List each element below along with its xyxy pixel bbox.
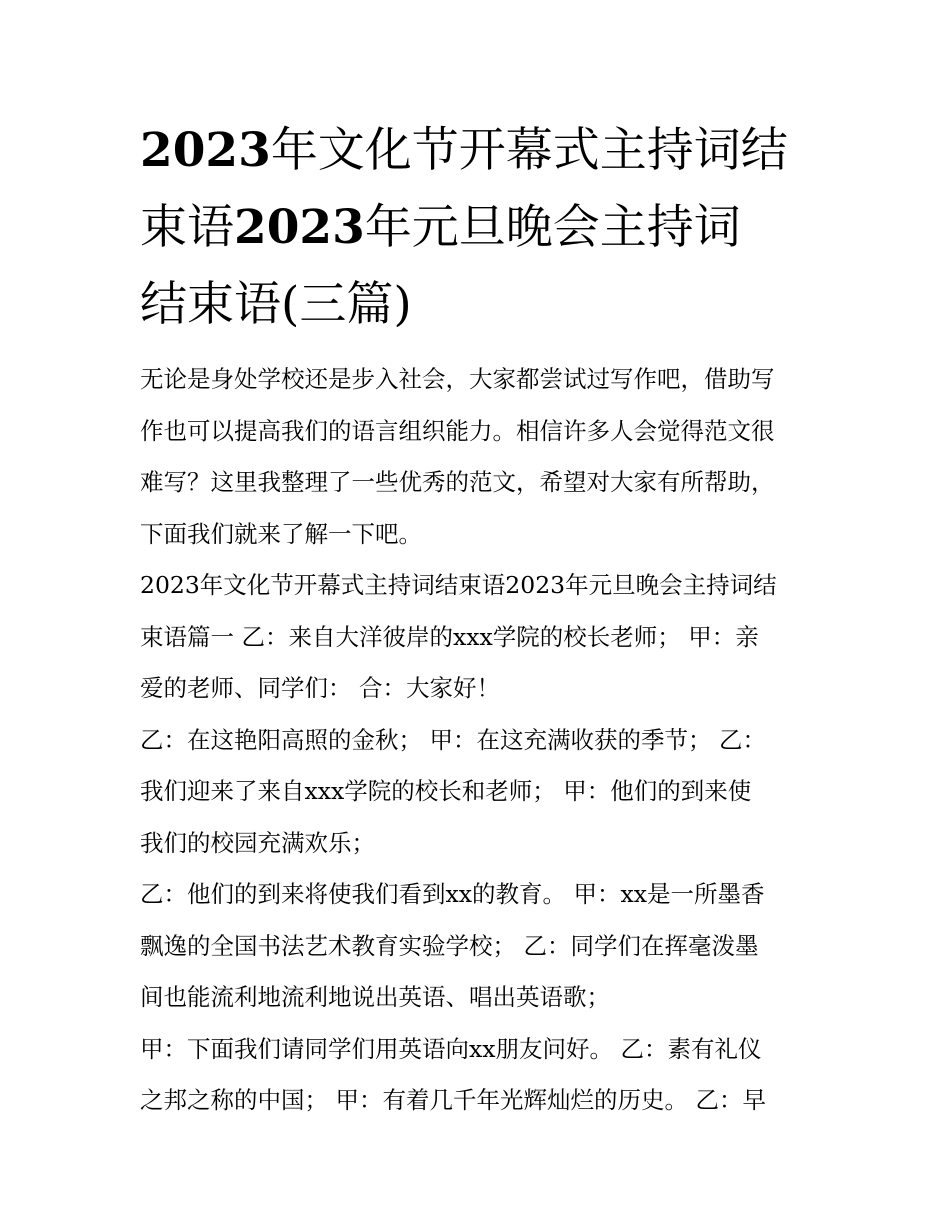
title-line: 束语2023年元旦晚会主持词 [140, 200, 741, 255]
text-line: 作也可以提高我们的语言组织能力。相信许多人会觉得范文很 [140, 416, 775, 445]
text-line: 飘逸的全国书法艺术教育实验学校； 乙：同学们在挥毫泼墨 [140, 931, 759, 960]
text-line: 之邦之称的中国； 甲：有着几千年光辉灿烂的历史。 乙：早 [140, 1086, 766, 1114]
paragraph-dialogue-1 [140, 715, 820, 870]
paragraph-dialogue-3 [140, 1024, 820, 1127]
paragraph-dialogue-2 [140, 869, 820, 1024]
title-line: 结束语(三篇) [140, 277, 412, 332]
text-line: 间也能流利地流利地说出英语、唱出英语歌； [140, 983, 610, 1011]
text-line: 2023年文化节开幕式主持词结束语2023年元旦晚会主持词结 [140, 571, 777, 599]
text-line: 乙：他们的到来将使我们看到xx的教育。 甲：xx是一所墨香 [140, 880, 765, 908]
document-title [140, 112, 820, 343]
text-line: 下面我们就来了解一下吧。 [140, 519, 422, 548]
text-line: 爱的老师、同学们： 合：大家好！ [140, 674, 500, 702]
paragraph-heading [140, 560, 820, 715]
text-line: 我们迎来了来自xxx学院的校长和老师； 甲：他们的到来使 [140, 777, 752, 805]
title-line: 2023年文化节开幕式主持词结 [140, 123, 788, 178]
text-line: 难写？这里我整理了一些优秀的范文，希望对大家有所帮助， [140, 468, 775, 496]
text-line: 束语篇一 乙：来自大洋彼岸的xxx学院的校长老师； 甲：亲 [140, 622, 759, 651]
paragraph-intro [140, 354, 820, 560]
text-line: 我们的校园充满欢乐； [140, 828, 375, 857]
text-line: 无论是身处学校还是步入社会，大家都尝试过写作吧，借助写 [140, 365, 775, 393]
document-body [140, 354, 820, 1127]
text-line: 甲：下面我们请同学们用英语向xx朋友问好。 乙：素有礼仪 [140, 1034, 762, 1063]
text-line: 乙：在这艳阳高照的金秋； 甲：在这充满收获的季节； 乙： [140, 725, 766, 754]
